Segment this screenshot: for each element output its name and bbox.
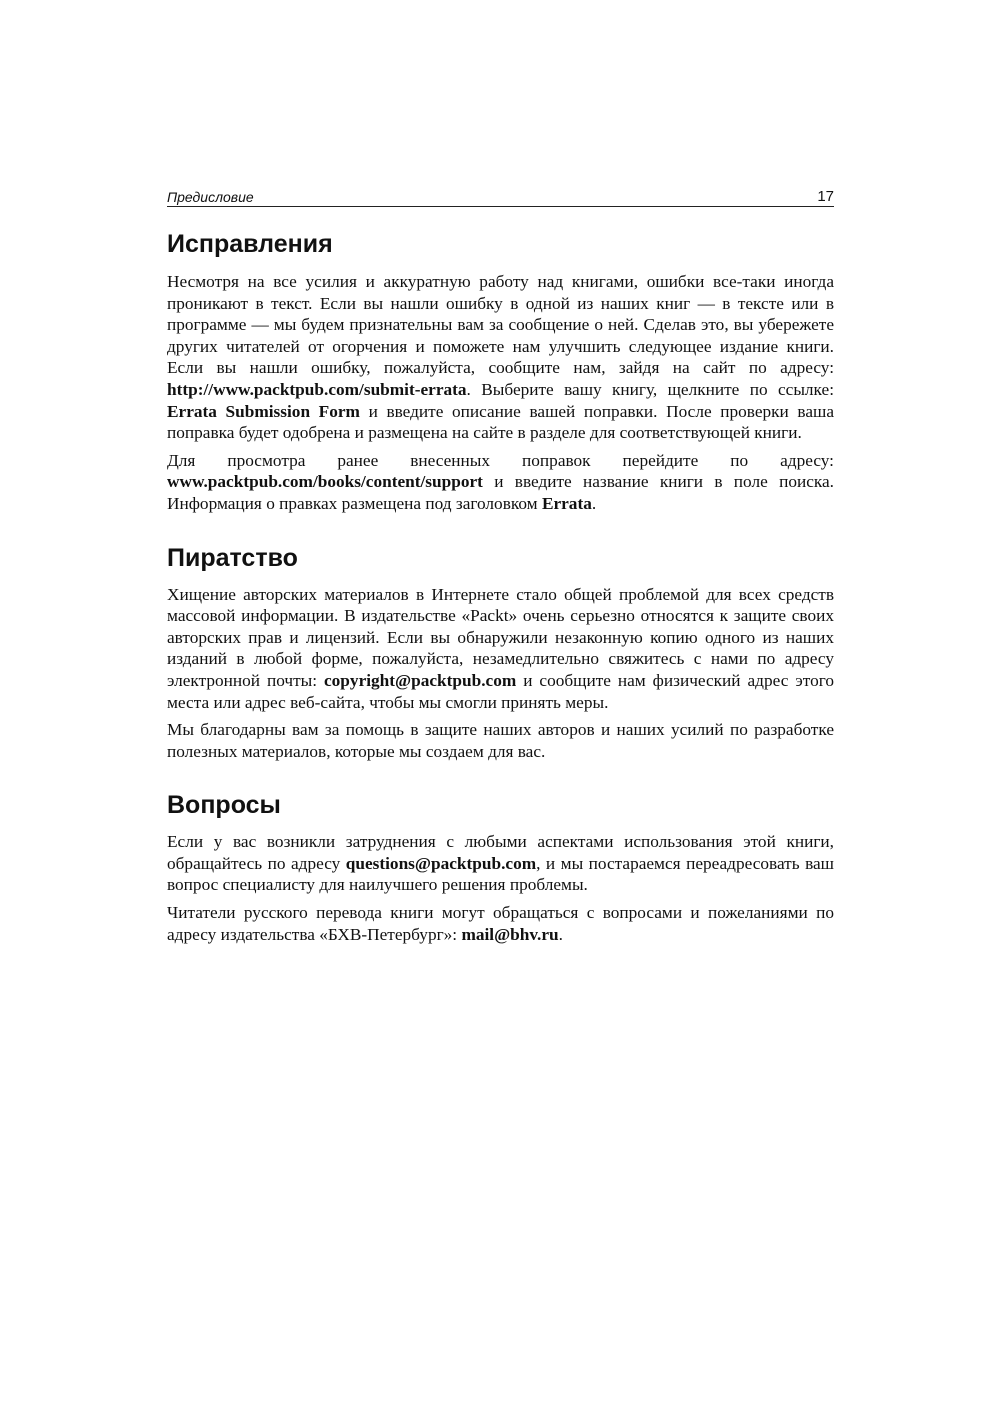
text-run: и сообщите нам физический адрес этого места или адрес веб-сайта, чтобы мы смогли принять меры. — [167, 670, 835, 712]
text-run: и введите описание вашей поправки. После проверки ваша поправка будет одобрена и размещена на сайте в разделе для соответствующей книги. — [167, 401, 834, 443]
text-run: Хищение авторских материалов в Интернете стало общей проблемой для всех средств массовой информации. В издательстве «Packt» очень серьезно относятся к защите своих авторских прав и лицензий. Если вы обнаружили незаконную копию одного из наших изданий в любой форме, пожалуйста, незамедлительно свяжитесь с нами по адресу электронной почты: — [167, 584, 834, 690]
text-run: Если у вас возникли затруднения с любыми аспектами использования этой книги, обращайтесь по адресу — [167, 832, 834, 873]
section-heading-questions: Вопросы — [167, 791, 281, 820]
questions-email-link[interactable]: questions@packtpub.com — [345, 853, 537, 873]
text-run: Несмотря на все усилия и аккуратную работу над книгами, ошибки все-таки иногда проникают в текст. Если вы нашли ошибку в одной из наших книг — в тексте или в программе — мы будем признательны вам за сообщение о ней. Сделав это, вы убережете других читателей от огорчения и поможете нам улучшить следующее издание книги. Если вы нашли ошибку, пожалуйста, сообщите нам, зайдя на сайт по адресу: — [167, 272, 834, 378]
bhv-email-link[interactable]: mail@bhv.ru — [461, 924, 559, 944]
support-url[interactable]: www.packtpub.com/books/content/support — [167, 472, 483, 492]
text-run: и введите название книги в поле поиска. Информация о правках размещена под заголовком — [167, 472, 834, 513]
errata-paragraph-2 — [167, 450, 834, 515]
text-run: Для просмотра ранее внесенных поправок перейдите по адресу: — [167, 450, 834, 470]
errata-paragraph-1 — [167, 271, 834, 444]
errata-submit-url[interactable]: http://www.packtpub.com/submit-errata — [167, 379, 467, 399]
piracy-paragraph-2 — [167, 719, 834, 762]
errata-submission-form-link[interactable]: Errata Submission Form — [167, 401, 360, 421]
questions-paragraph-1 — [167, 831, 834, 896]
text-run: Мы благодарны вам за помощь в защите наших авторов и наших усилий по разработке полезных материалов, которые мы создаем для вас. — [167, 720, 834, 761]
questions-paragraph-2 — [167, 902, 834, 945]
text-run: . — [591, 493, 597, 513]
errata-heading-ref: Errata — [541, 493, 592, 513]
book-page — [167, 186, 834, 951]
text-run: . Выберите вашу книгу, щелкните по ссылке: — [466, 379, 834, 399]
piracy-paragraph-1 — [167, 584, 834, 714]
running-header — [167, 186, 834, 207]
text-run: . — [558, 924, 563, 944]
section-heading-piracy: Пиратство — [167, 543, 298, 572]
section-questions — [167, 790, 834, 945]
page-number: 17 — [817, 188, 834, 205]
section-heading-errata: Исправления — [167, 230, 333, 258]
section-errata — [167, 229, 834, 515]
text-run: , и мы постараемся переадресовать ваш вопрос специалисту для наилучшего решения проблемы. — [167, 853, 834, 895]
running-title: Предисловие — [167, 189, 254, 205]
text-run: Читатели русского перевода книги могут обращаться с вопросами и пожеланиями по адресу издательства «БХВ-Петербург»: — [167, 903, 834, 944]
section-piracy — [167, 543, 834, 763]
copyright-email-link[interactable]: copyright@packtpub.com — [324, 670, 517, 690]
